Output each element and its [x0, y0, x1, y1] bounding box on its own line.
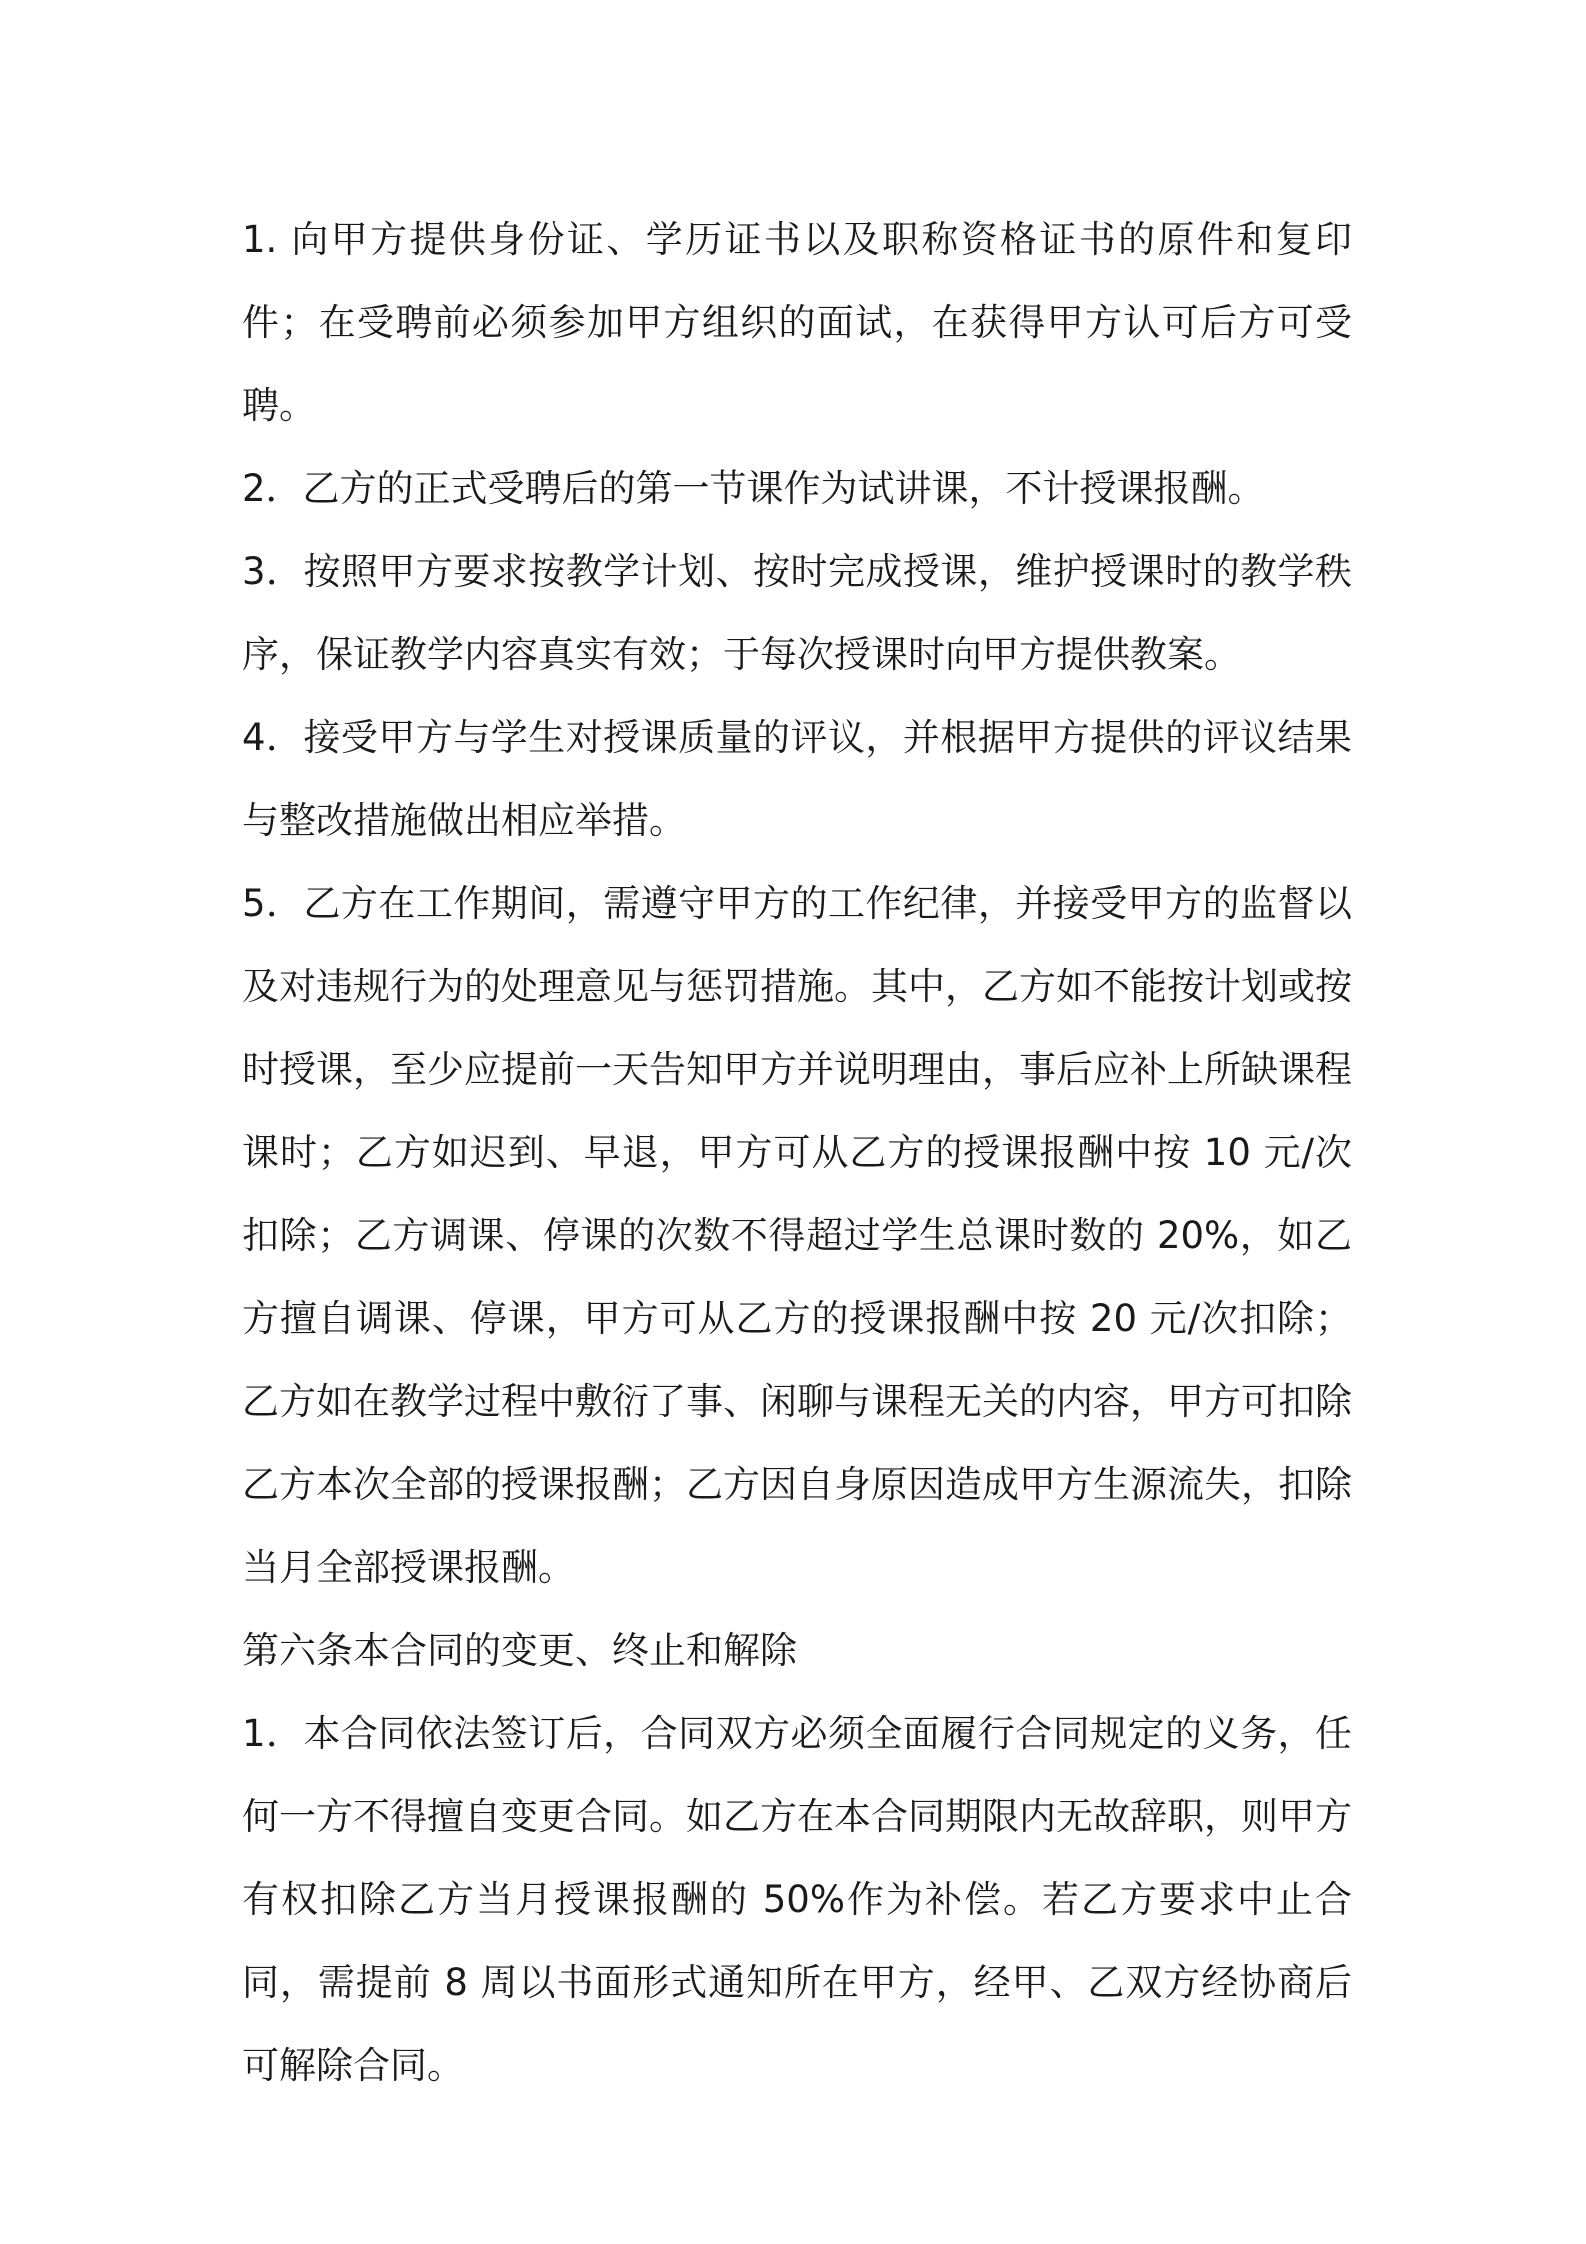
section-heading: 第六条本合同的变更、终止和解除	[242, 1629, 797, 1672]
paragraph-item-4: 4．接受甲方与学生对授课质量的评议，并根据甲方提供的评议结果与整改措施做出相应举措。	[242, 716, 1352, 842]
document-body	[242, 198, 1352, 2107]
paragraph-item-2: 2．乙方的正式受聘后的第一节课作为试讲课，不计授课报酬。	[242, 467, 1265, 510]
paragraph-item-6-1: 1．本合同依法签订后，合同双方必须全面履行合同规定的义务，任何一方不得擅自变更合同。如乙方在本合同期限内无故辞职，则甲方有权扣除乙方当月授课报酬的 50%作为补偿。若乙方要求中止合同，需提前 8 周以书面形式通知所在甲方，经甲、乙双方经协商后可解除合同。	[242, 1712, 1352, 2087]
paragraph-item-3: 3．按照甲方要求按教学计划、按时完成授课，维护授课时的教学秩序，保证教学内容真实有效；于每次授课时向甲方提供教案。	[242, 550, 1352, 676]
paragraph-item-5: 5．乙方在工作期间，需遵守甲方的工作纪律，并接受甲方的监督以及对违规行为的处理意见与惩罚措施。其中，乙方如不能按计划或按时授课，至少应提前一天告知甲方并说明理由，事后应补上所缺课程课时；乙方如迟到、早退，甲方可从乙方的授课报酬中按 10 元/次扣除；乙方调课、停课的次数不得超过学生总课时数的 20%，如乙方擅自调课、停课，甲方可从乙方的授课报酬中按 20 元/次扣除；乙方如在教学过程中敷衍了事、闲聊与课程无关的内容，甲方可扣除乙方本次全部的授课报酬；乙方因自身原因造成甲方生源流失，扣除当月全部授课报酬。	[242, 882, 1352, 1589]
paragraph-item-1: 1. 向甲方提供身份证、学历证书以及职称资格证书的原件和复印件；在受聘前必须参加甲方组织的面试，在获得甲方认可后方可受聘。	[242, 218, 1352, 427]
